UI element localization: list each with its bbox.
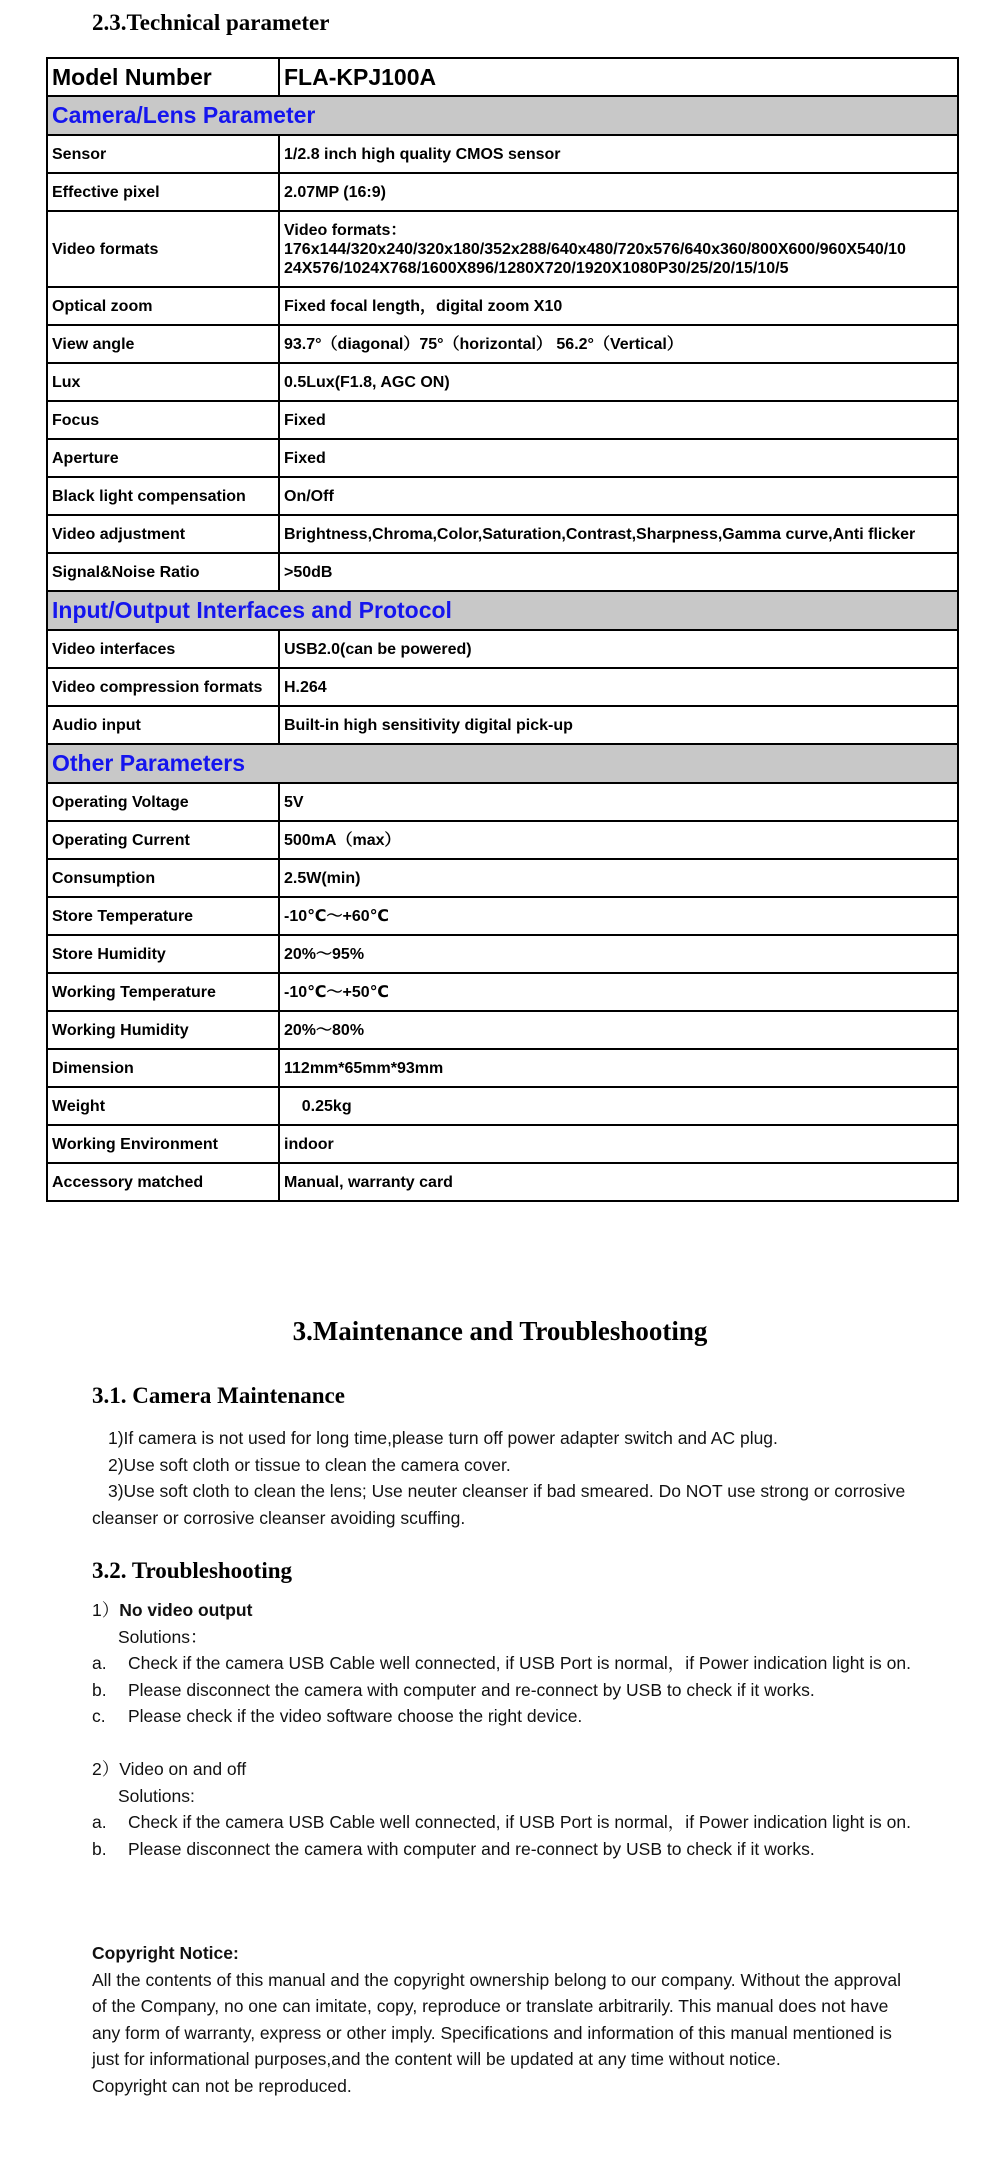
list-marker: b. xyxy=(92,1679,107,1700)
solution-item xyxy=(92,1809,972,1836)
spec-value-line: 176x144/320x240/320x180/352x288/640x480/720x576/640x360/800X600/960X540/10 xyxy=(284,240,906,258)
spec-value: 112mm*65mm*93mm xyxy=(279,1049,958,1087)
spec-row-model xyxy=(47,58,958,96)
spec-table xyxy=(46,57,959,1202)
maintenance-list xyxy=(92,1425,972,1531)
spec-value: Fixed xyxy=(279,401,958,439)
group-heading: Camera/Lens Parameter xyxy=(47,96,958,135)
spec-label: Focus xyxy=(47,401,279,439)
spec-label: Sensor xyxy=(47,135,279,173)
spec-value: 0.25kg xyxy=(279,1087,958,1125)
spec-row xyxy=(47,859,958,897)
issue-title: Video on and off xyxy=(119,1759,247,1779)
spec-value: H.264 xyxy=(279,668,958,706)
group-heading: Other Parameters xyxy=(47,744,958,783)
spec-value: >50dB xyxy=(279,553,958,591)
spec-row xyxy=(47,553,958,591)
spec-value: -10℃～+50℃ xyxy=(279,973,958,1011)
group-heading: Input/Output Interfaces and Protocol xyxy=(47,591,958,630)
solution-text: Check if the camera USB Cable well connected, if USB Port is normal，if Power indication light is on. xyxy=(128,1812,911,1832)
spec-value: 500mA（max） xyxy=(279,821,958,859)
spec-row xyxy=(47,1125,958,1163)
spec-label: Accessory matched xyxy=(47,1163,279,1201)
copyright-title: Copyright Notice: xyxy=(92,1943,239,1963)
list-marker: b. xyxy=(92,1838,107,1859)
solution-item xyxy=(92,1677,972,1704)
spec-row xyxy=(47,973,958,1011)
issue-title: No video output xyxy=(119,1600,253,1620)
spec-row xyxy=(47,211,958,287)
spec-label: Store Humidity xyxy=(47,935,279,973)
spec-value: Manual, warranty card xyxy=(279,1163,958,1201)
spec-row xyxy=(47,287,958,325)
spec-label: Consumption xyxy=(47,859,279,897)
solution-item xyxy=(92,1703,972,1730)
spec-label: Working Humidity xyxy=(47,1011,279,1049)
issue-number: 2） xyxy=(92,1759,120,1779)
spec-label: Video formats xyxy=(47,211,279,287)
solution-text: Please check if the video software choose the right device. xyxy=(128,1706,583,1726)
spec-label: Lux xyxy=(47,363,279,401)
spec-value: 1/2.8 inch high quality CMOS sensor xyxy=(279,135,958,173)
maintenance-item: 1)If camera is not used for long time,please turn off power adapter switch and AC plug. xyxy=(108,1428,778,1448)
spec-label: Working Environment xyxy=(47,1125,279,1163)
spec-row xyxy=(47,1049,958,1087)
spec-row xyxy=(47,630,958,668)
spec-value: USB2.0(can be powered) xyxy=(279,630,958,668)
spec-value: 93.7°（diagonal）75°（horizontal） 56.2°（Vertical） xyxy=(279,325,958,363)
spec-row xyxy=(47,668,958,706)
spec-label: Weight xyxy=(47,1087,279,1125)
spec-row xyxy=(47,821,958,859)
maintenance-item-continuation: cleanser or corrosive cleanser avoiding scuffing. xyxy=(92,1507,466,1528)
copyright-notice xyxy=(92,1940,972,2099)
copyright-line: of the Company, no one can imitate, copy, reproduce or translate arbitrarily. This manual does not have xyxy=(92,1996,889,2016)
spec-label: Dimension xyxy=(47,1049,279,1087)
spec-row xyxy=(47,1163,958,1201)
spec-row xyxy=(47,935,958,973)
copyright-line: Copyright can not be reproduced. xyxy=(92,2075,352,2096)
copyright-line: All the contents of this manual and the copyright ownership belong to our company. Without the approval xyxy=(92,1969,902,1990)
spec-row xyxy=(47,1011,958,1049)
spec-value-line: 24X576/1024X768/1600X896/1280X720/1920X1080P30/25/20/15/10/5 xyxy=(284,259,789,277)
subsection-heading-troubleshooting: 3.2. Troubleshooting xyxy=(92,1558,293,1583)
spec-row xyxy=(47,135,958,173)
solution-text: Please disconnect the camera with computer and re-connect by USB to check if it works. xyxy=(128,1679,815,1700)
subsection-heading-camera-maintenance: 3.1. Camera Maintenance xyxy=(92,1383,345,1408)
solution-item xyxy=(92,1650,972,1677)
spec-row xyxy=(47,515,958,553)
spec-value: 20%～95% xyxy=(279,935,958,973)
maintenance-item: 2)Use soft cloth or tissue to clean the camera cover. xyxy=(108,1454,511,1475)
solutions-label: Solutions： xyxy=(118,1626,208,1647)
spec-value: 0.5Lux(F1.8, AGC ON) xyxy=(279,363,958,401)
spec-value: 2.5W(min) xyxy=(279,859,958,897)
spec-row xyxy=(47,1087,958,1125)
spec-value-line: Video formats： xyxy=(284,221,407,239)
spec-group-io xyxy=(47,591,958,630)
list-marker: a. xyxy=(92,1653,107,1673)
spec-row xyxy=(47,706,958,744)
spec-row xyxy=(47,477,958,515)
list-marker: c. xyxy=(92,1706,106,1726)
spec-value: -10℃～+60℃ xyxy=(279,897,958,935)
copyright-line: just for informational purposes,and the content will be updated at any time without notice. xyxy=(92,2049,781,2069)
spec-value: 20%～80% xyxy=(279,1011,958,1049)
spec-row xyxy=(47,439,958,477)
spec-label: Model Number xyxy=(47,58,279,96)
list-marker: a. xyxy=(92,1812,107,1832)
spec-row xyxy=(47,783,958,821)
spec-row xyxy=(47,401,958,439)
spec-label: Store Temperature xyxy=(47,897,279,935)
maintenance-item: 3)Use soft cloth to clean the lens; Use neuter cleanser if bad smeared. Do NOT use strong or corrosive xyxy=(108,1481,906,1501)
spec-value: Built-in high sensitivity digital pick-up xyxy=(279,706,958,744)
spec-label: Video interfaces xyxy=(47,630,279,668)
spec-value: 5V xyxy=(279,783,958,821)
spec-label: Audio input xyxy=(47,706,279,744)
spec-label: Effective pixel xyxy=(47,173,279,211)
solution-text: Check if the camera USB Cable well connected, if USB Port is normal，if Power indication light is on. xyxy=(128,1653,911,1673)
troubleshooting-list xyxy=(92,1597,972,1862)
solution-text: Please disconnect the camera with computer and re-connect by USB to check if it works. xyxy=(128,1838,815,1859)
spec-value: On/Off xyxy=(279,477,958,515)
spec-label: Operating Voltage xyxy=(47,783,279,821)
spec-row xyxy=(47,173,958,211)
spec-value: FLA-KPJ100A xyxy=(279,58,958,96)
spacer xyxy=(92,1730,972,1757)
spec-label: Video adjustment xyxy=(47,515,279,553)
issue-heading xyxy=(92,1756,972,1783)
spec-label: Signal&Noise Ratio xyxy=(47,553,279,591)
spec-label: View angle xyxy=(47,325,279,363)
spec-label: Optical zoom xyxy=(47,287,279,325)
spec-value: Brightness,Chroma,Color,Saturation,Contrast,Sharpness,Gamma curve,Anti flicker xyxy=(279,515,958,553)
spec-group-camera xyxy=(47,96,958,135)
spec-value: 2.07MP (16:9) xyxy=(279,173,958,211)
spec-label: Black light compensation xyxy=(47,477,279,515)
solution-item xyxy=(92,1836,972,1863)
issue-number: 1） xyxy=(92,1600,120,1620)
spec-row xyxy=(47,363,958,401)
issue-heading xyxy=(92,1597,972,1624)
spec-value: Fixed xyxy=(279,439,958,477)
spec-value xyxy=(279,211,958,287)
spec-value: indoor xyxy=(279,1125,958,1163)
spec-label: Working Temperature xyxy=(47,973,279,1011)
section-heading-technical-parameter: 2.3.Technical parameter xyxy=(92,10,330,35)
solutions-label: Solutions: xyxy=(118,1785,195,1806)
spec-row xyxy=(47,325,958,363)
spec-label: Operating Current xyxy=(47,821,279,859)
spec-value: Fixed focal length，digital zoom X10 xyxy=(279,287,958,325)
spec-label: Video compression formats xyxy=(47,668,279,706)
section-heading-maintenance: 3.Maintenance and Troubleshooting xyxy=(292,1316,708,1346)
copyright-line: any form of warranty, express or other imply. Specifications and information of this manual mentioned is xyxy=(92,2022,892,2043)
spec-label: Aperture xyxy=(47,439,279,477)
spec-row xyxy=(47,897,958,935)
spec-group-other xyxy=(47,744,958,783)
